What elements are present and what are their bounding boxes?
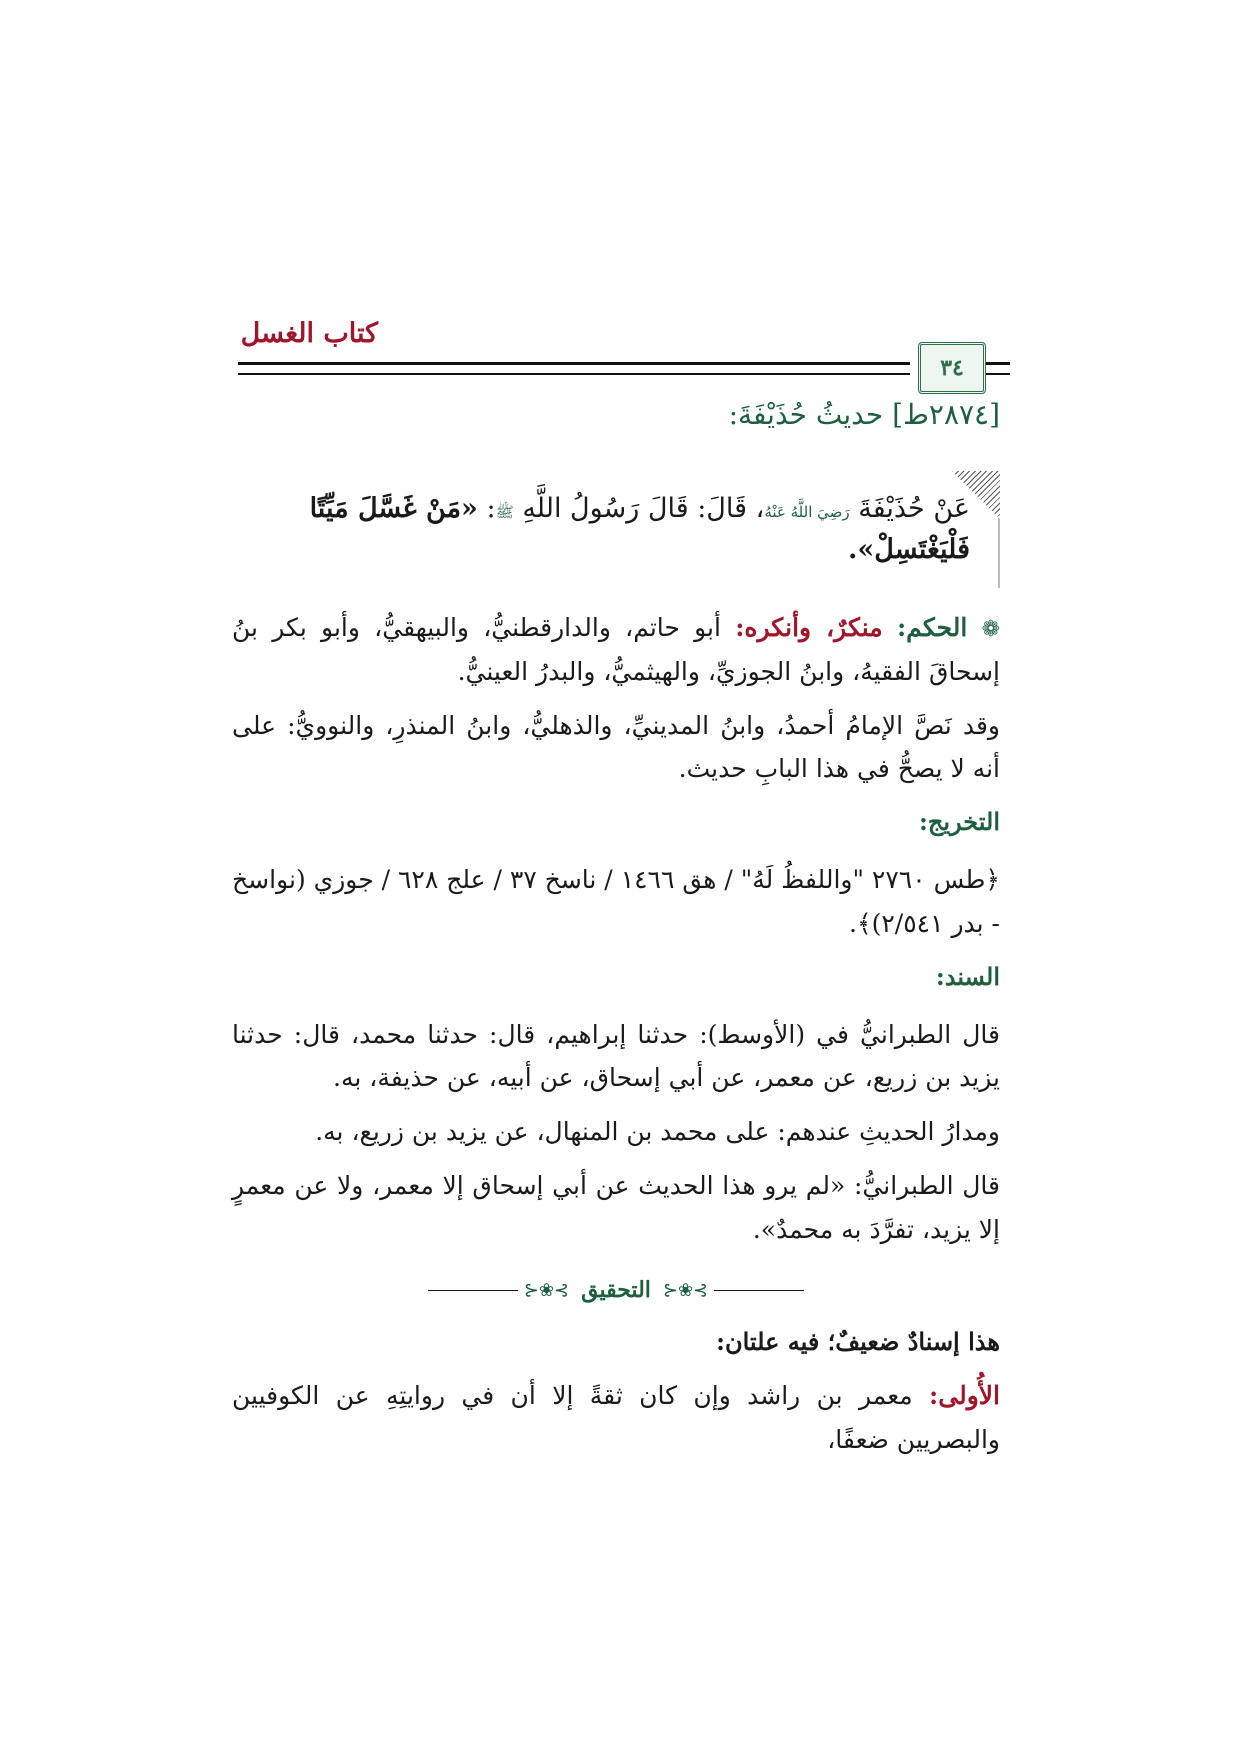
hadith-colon: : (486, 493, 496, 524)
page-number-badge: ٣٤ (918, 342, 986, 394)
divider-line-left (428, 1290, 518, 1291)
first-illa-paragraph (232, 1374, 1000, 1462)
hadith-lead: عَنْ حُذَيْفَةَ (858, 493, 970, 524)
ruling-verdict: منكرٌ، وأنكره: (735, 613, 883, 642)
sanad-paragraph-2: ومدارُ الحديثِ عندهم: على محمد بن المنهال، عن يزيد بن زريع، به. (315, 1117, 1000, 1146)
nass-paragraph: وقد نَصَّ الإمامُ أحمدُ، وابنُ المدينيِّ، والذهليُّ، وابنُ المنذرِ، والنوويُّ: على أنه لا يصحُّ في هذا البابِ حديث. (232, 710, 1000, 784)
first-illa-label: الأُولى: (929, 1381, 1000, 1411)
hadith-quote: «مَنْ غَسَّلَ مَيِّتًا فَلْيَغْتَسِلْ». (309, 493, 970, 565)
sanad-paragraph-3: قال الطبرانيُّ: «لم يرو هذا الحديث عن أبي إسحاق إلا معمر، ولا عن معمرٍ إلا يزيد، تفرَّدَ به محمدٌ». (232, 1170, 1000, 1244)
header-rule-short (986, 362, 1010, 375)
takhrij-text: ﴿طس ٢٧٦٠ "واللفظُ لَهُ" / هق ١٤٦٦ / ناسخ ٣٧ / علج ٦٢٨ / جوزي (نواسخ - بدر ٢/٥٤١)﴾. (232, 865, 1000, 938)
ornament-left-icon: ⊱❀⊰ (523, 1279, 570, 1301)
companion-honorific: رَضِيَ اللَّهُ عَنْهُ (764, 503, 850, 521)
first-illa-text: معمر بن راشد وإن كان ثقةً إلا أن في روايتِهِ عن الكوفيين والبصريين ضعفًا، (232, 1381, 1000, 1454)
tahqiq-verdict: هذا إسنادٌ ضعيفٌ؛ فيه علتان: (716, 1327, 1000, 1357)
ruling-text: أبو حاتم، والدارقطنيُّ، والبيهقيُّ، وأبو بكر بنُ إسحاقَ الفقيهُ، وابنُ الجوزيِّ، والهيثميُّ، والبدرُ العينيُّ. (232, 613, 1000, 686)
header-rule (238, 362, 910, 375)
flower-icon: ❁ (981, 617, 1001, 642)
tahqiq-title: التحقيق (581, 1277, 651, 1304)
main-content (232, 398, 1000, 1472)
book-title: كتاب الغسل (240, 318, 378, 349)
section-title: حديثُ حُذَيْفَةَ: (728, 398, 884, 431)
ornament-right-icon: ⊱❀⊰ (662, 1279, 709, 1301)
hadith-mid: ، قَالَ: قَالَ رَسُولُ اللَّهِ (522, 493, 765, 524)
takhrij-heading: التخريج: (919, 807, 1000, 836)
ruling-paragraph (232, 606, 1000, 694)
sanad-heading: السند: (935, 961, 1000, 991)
tahqiq-divider (232, 1277, 1000, 1303)
section-id: [٢٨٧٤ط] (892, 398, 1000, 431)
prophet-honorific: ﷺ (495, 503, 514, 521)
sanad-paragraph-1: قال الطبرانيُّ في (الأوسط): حدثنا إبراهيم، قال: حدثنا محمد، قال: حدثنا يزيد بن زريع، عن معمر، عن أبي إسحاق، عن أبيه، عن حذيفة، به. (232, 1019, 1000, 1093)
divider-line-right (714, 1290, 804, 1291)
section-heading (232, 398, 1000, 431)
hadith-box (232, 471, 1000, 588)
ruling-label: الحكم: (896, 613, 968, 642)
